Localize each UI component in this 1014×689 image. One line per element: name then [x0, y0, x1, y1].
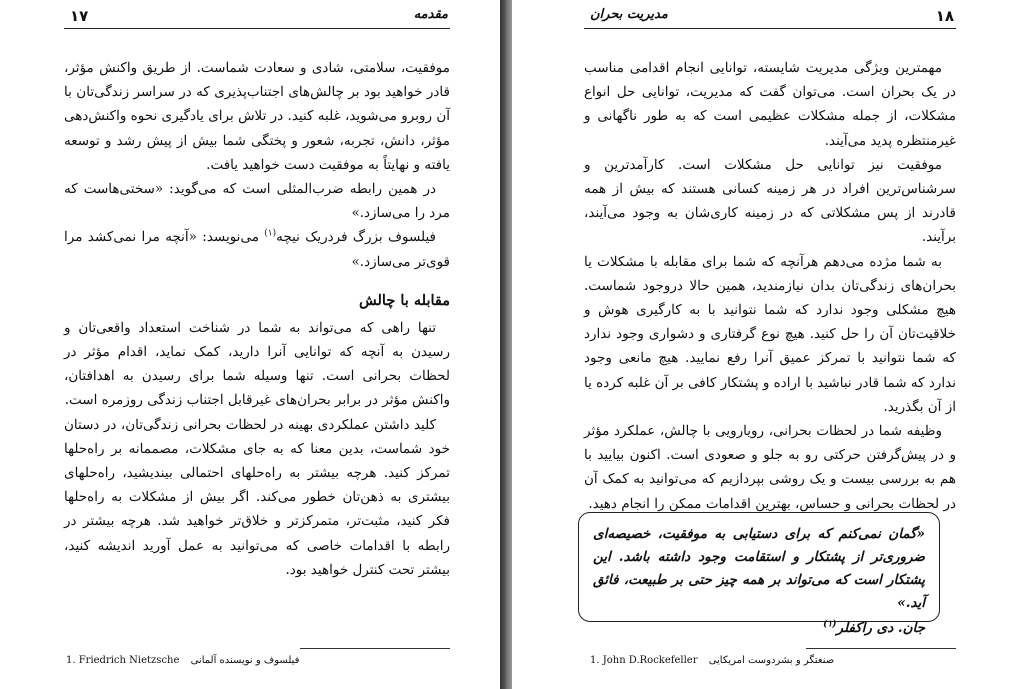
left-footnote-en: 1. Friedrich Nietzsche — [66, 655, 180, 666]
right-paragraph-4: وظیفه شما در لحظات بحرانی، رویارویی با چالش، عملکرد مؤثر و در پیش‌گرفتن حرکتی رو به جلو و صعودی است. اکنون بیایید با هم به بررسی بیست و یک روشی بپردازیم که می‌توانید به کمک آن در لحظات بحرانی و حساس، بهترین اقدامات ممکن را انجام دهید. — [584, 423, 956, 512]
nietzsche-quote-before: فیلسوف بزرگ فردریک نیچه — [276, 229, 437, 246]
right-paragraph-3: به شما مژده می‌دهم هرآنچه که شما برای مقابله با مشکلات یا بحران‌های زندگی‌تان بدان نیازمندید، همین حالا دروجود شماست. هیچ مشکلی وجود ندارد که شما نتوانید با به کارگیری هوش و خلاقیت‌تان آن را حل کنید. هیچ نوع گرفتاری و دشواری وجود ندارد که شما نتوانید با تمرکز عمیق آنرا رفع نمایید. هیچ مانعی وجود ندارد که شما قادر نباشید با اراده و پشتکار کافی بر آن غلبه کرده یا از آن بگذرید. — [584, 253, 956, 415]
right-running-title: مدیریت بحران — [590, 7, 668, 22]
quote-attribution — [593, 617, 925, 640]
right-page-body — [584, 56, 956, 516]
right-page — [512, 0, 1014, 689]
section-paragraph-1: تنها راهی که می‌تواند به شما در شناخت استعداد واقعی‌تان و رسیدن به آنچه که توانایی آنرا دارید، کمک نماید، اقدام مؤثر در لحظات بحرانی است. تنها وسیله شما برای رسیدن به اهدافتان، واکنش مؤثر در برابر بحران‌های غیرقابل اجتناب زندگی روزمره است. — [64, 319, 450, 409]
right-footnote — [590, 655, 834, 666]
left-footnote — [66, 655, 299, 666]
left-footnote-rule — [300, 648, 450, 649]
right-footnote-en: 1. John D.Rockefeller — [590, 655, 698, 666]
left-paragraph-1: موفقیت، سلامتی، شادی و سعادت شماست. از طریق واکنش مؤثر، قادر خواهید بود بر چالش‌های اجتناب‌پذیری که در سراسر زندگی‌تان با آن روبرو می‌شوید، غلبه کنید. در تلاش برای یادگیری نحوه واکنش‌دهی مؤثر، دانش، تجربه، شعور و پختگی شما بیش از پیش رشد و توسعه یافته و نهایتاً به موفقیت دست خواهید یافت. — [64, 60, 450, 173]
quote-author: جان. دی راکفلر — [836, 620, 925, 636]
quote-box — [578, 512, 940, 636]
right-paragraph-2: موفقیت نیز توانایی حل مشکلات است. کارآمدترین و سرشناس‌ترین افراد در هر زمینه کسانی هستند که بیش از همه قادرند از پس مشکلاتی که در زمینه کاری‌شان به وجود می‌آیند، برآیند. — [584, 156, 956, 246]
footnote-marker: (۱) — [823, 619, 837, 630]
nietzsche-quote-after: می‌نویسد: «آنچه مرا نمی‌کشد مرا قوی‌تر می‌سازد.» — [64, 229, 450, 270]
right-paragraph-1: مهمترین ویژگی مدیریت شایسته، توانایی انجام اقدامی مناسب در یک بحران است. می‌توان گفت که مدیریت، توانایی حل انواع مشکلات، از جمله مشکلات عظیمی است که به طور ناگهانی و غیرمنتظره پدید می‌آیند. — [584, 60, 956, 149]
section-heading: مقابله با چالش — [359, 291, 450, 309]
left-running-title: مقدمه — [413, 7, 448, 22]
right-footnote-fa: صنعتگر و بشردوست امریکایی — [708, 655, 835, 666]
section-paragraph-2: کلید داشتن عملکردی بهینه در لحظات بحرانی زندگی‌تان، در دستان خود شماست، بدین معنا که به جای مشکلات، مصممانه بر راه‌حلها تمرکز کنید. هرچه بیشتر به راه‌حلهای احتمالی بیندیشید، راه‌حلهای بیشتری به ذهن‌تان خطور می‌کند. اگر بیش از مشکلات به راه‌حلها فکر کنید، مثبت‌تر، متمرکزتر و خلاق‌تر خواهید شد. هرچه بیشتر در رابطه با اقدامات خاصی که می‌توانید به عمل آورید اندیشه کنید، بیشتر تحت کنترل خواهید بود. — [64, 416, 450, 578]
left-page — [0, 0, 500, 689]
book-gutter — [500, 0, 512, 689]
left-paragraph-3 — [64, 225, 450, 273]
right-page-number: ۱۸ — [935, 7, 954, 25]
right-footnote-rule — [806, 648, 956, 649]
quote-text: «گمان نمی‌کنم که برای دستیابی به موفقیت، خصیصه‌ای ضروری‌تر از پشتکار و استقامت وجود داشته باشد. این پشتکار است که می‌تواند بر همه چیز حتی بر طبیعت، فائق آید.» — [593, 526, 925, 611]
footnote-marker: (۱) — [264, 228, 277, 239]
right-page-header — [584, 4, 956, 29]
left-footnote-fa: فیلسوف و نویسنده آلمانی — [190, 655, 300, 666]
left-paragraph-2: در همین رابطه ضرب‌المثلی است که می‌گوید: «سختی‌هاست که مرد را می‌سازد.» — [64, 181, 450, 222]
left-page-body — [64, 56, 450, 582]
left-page-header — [64, 4, 450, 29]
left-page-number: ۱۷ — [70, 7, 89, 25]
